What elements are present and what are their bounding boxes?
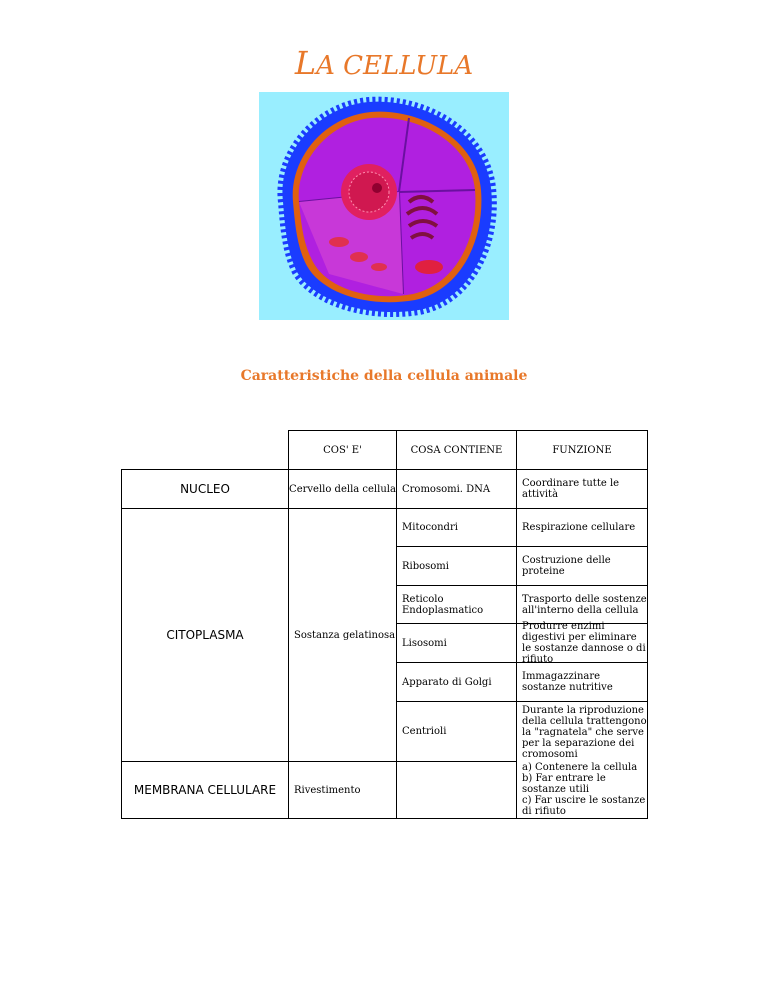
citoplasma-item-funzione: Immagazzinare sostanze nutritive [516,662,648,702]
citoplasma-item-contiene: Ribosomi [396,546,517,586]
citoplasma-item-funzione: Costruzione delle proteine [516,546,648,586]
nucleo-contiene: Cromosomi. DNA [396,469,517,509]
header-cosa-contiene: COSA CONTIENE [396,430,517,470]
citoplasma-cos-e: Sostanza gelatinosa [288,508,397,762]
membrana-funzione-line: b) Far entrare le sostanze utili [522,773,606,795]
citoplasma-item-contiene: Mitocondri [396,508,517,547]
title-rest: A CELLULA [316,51,474,81]
citoplasma-item-contiene: Lisosomi [396,623,517,663]
header-funzione: FUNZIONE [516,430,648,470]
row-label-nucleo: NUCLEO [121,469,289,509]
citoplasma-item-contiene: Apparato di Golgi [396,662,517,702]
membrana-cos-e: Rivestimento [288,761,397,819]
citoplasma-item-contiene: Reticolo Endoplasmatico [396,585,517,624]
citoplasma-item-funzione: Produrre enzimi digestivi per eliminare le sostanze dannose o di rifiuto [516,623,648,663]
citoplasma-item-funzione: Durante la riproduzione della cellula trattengono la "ragnatela" che serve per la separazione dei cromosomi [516,701,648,762]
membrana-funzione-line: c) Far uscire le sostanze di rifiuto [522,795,646,817]
section-subtitle: Caratteristiche della cellula animale [240,368,528,384]
row-label-citoplasma: CITOPLASMA [121,508,289,762]
title-first-letter: L [294,44,317,82]
citoplasma-item-contiene: Centrioli [396,701,517,762]
nucleo-cos-e: Cervello della cellula [288,469,397,509]
membrana-funzione-line: a) Contenere la cellula [522,762,638,773]
row-label-membrana: MEMBRANA CELLULARE [121,761,289,819]
header-cos-e: COS' E' [288,430,397,470]
membrana-funzione [516,761,648,819]
nucleo-funzione: Coordinare tutte le attività [516,469,648,509]
membrana-contiene [396,761,517,819]
citoplasma-item-funzione: Respirazione cellulare [516,508,648,547]
citoplasma-item-funzione: Trasporto delle sostenze all'interno della cellula [516,585,648,624]
